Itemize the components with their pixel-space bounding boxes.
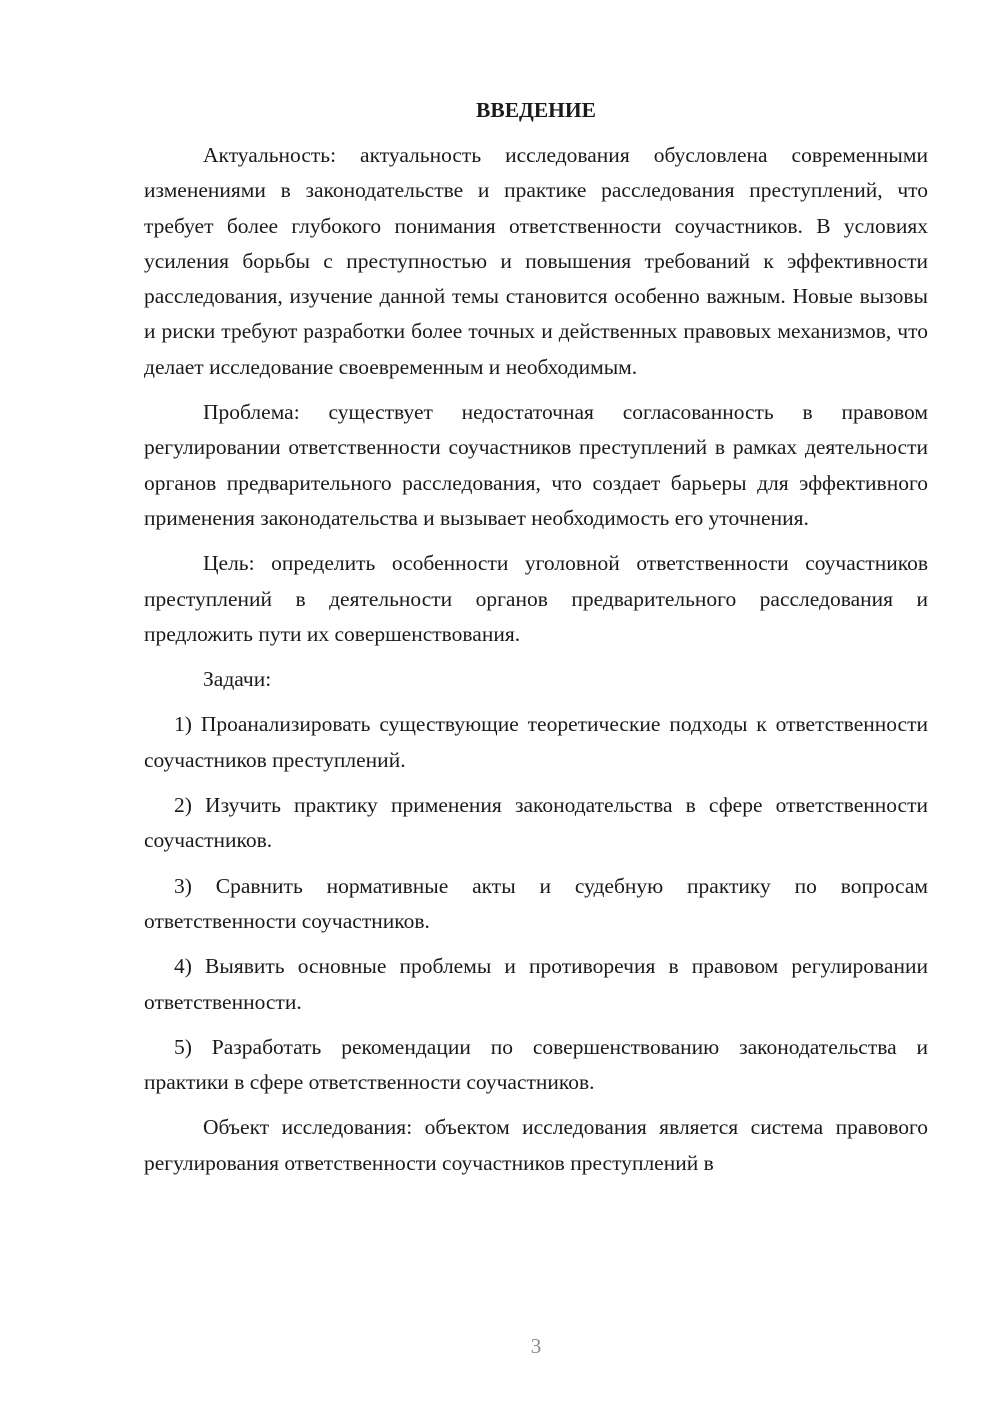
task-item-4: 4) Выявить основные проблемы и противоречия в правовом регулировании ответственности. [144, 954, 928, 1014]
task-item-3: 3) Сравнить нормативные акты и судебную практику по вопросам ответственности соучастников. [144, 873, 928, 933]
problem-paragraph: Проблема: существует недостаточная согласованность в правовом регулировании ответственности соучастников преступлений в рамках деятельности органов предварительного расследования, что создает барьеры для эффективного применения законодательства и вызывает необходимость его уточнения. [144, 400, 928, 530]
goal-paragraph: Цель: определить особенности уголовной ответственности соучастников преступлений в деятельности органов предварительного расследования и предложить пути их совершенствования. [144, 551, 928, 646]
task-item-5: 5) Разработать рекомендации по совершенствованию законодательства и практики в сфере ответственности соучастников. [144, 1034, 928, 1095]
document-body [144, 92, 928, 1181]
object-paragraph: Объект исследования: объектом исследования является система правового регулирования ответственности соучастников преступлений в [144, 1115, 928, 1175]
page-number: 3 [530, 1334, 542, 1358]
actuality-paragraph: Актуальность: актуальность исследования обусловлена современными изменениями в законодательстве и практике расследования преступлений, что требует более глубокого понимания ответственности соучастников. В условиях усиления борьбы с преступностью и повышения требований к эффективности расследования, изучение данной темы становится особенно важным. Новые вызовы и риски требуют разработки более точных и действенных правовых механизмов, что делает исследование своевременным и необходимым. [144, 143, 928, 379]
task-item-1: 1) Проанализировать существующие теоретические подходы к ответственности соучастников преступлений. [144, 712, 928, 772]
task-item-2: 2) Изучить практику применения законодательства в сфере ответственности соучастников. [144, 793, 928, 853]
tasks-label: Задачи: [203, 667, 272, 692]
page-title: ВВЕДЕНИЕ [476, 98, 596, 122]
